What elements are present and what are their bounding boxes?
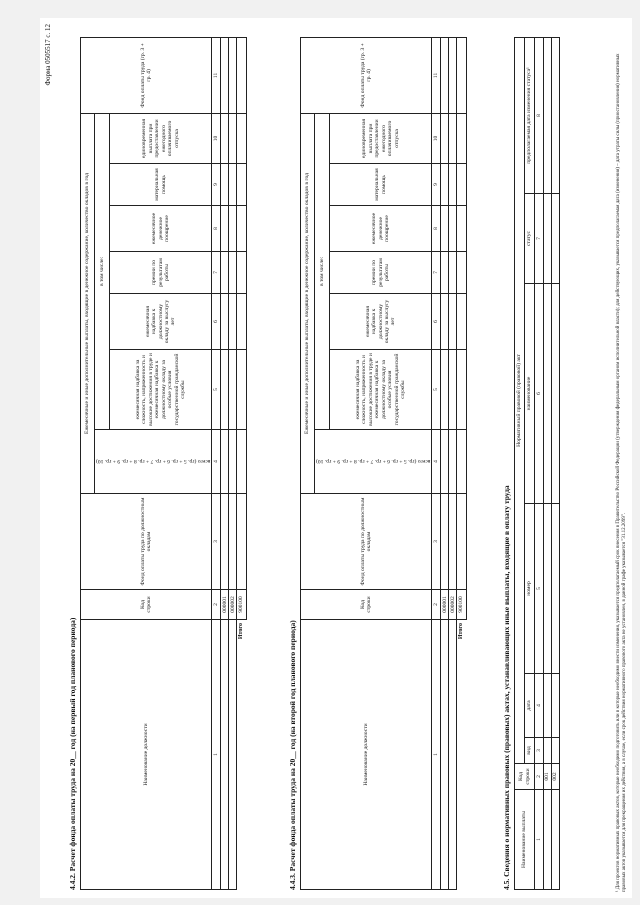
cell[interactable] <box>441 494 449 590</box>
col-number: 4 <box>535 674 544 738</box>
cell[interactable] <box>221 350 229 430</box>
row-code: 000001 <box>221 590 229 620</box>
col-number: 8 <box>432 206 441 252</box>
total-code: 900100 <box>237 590 246 620</box>
col-number: 11 <box>212 37 221 113</box>
cell[interactable] <box>457 494 466 590</box>
total-row <box>457 37 466 889</box>
col-number: 6 <box>535 284 544 504</box>
cell[interactable] <box>441 113 449 163</box>
cell[interactable] <box>441 252 449 294</box>
cell[interactable] <box>441 164 449 206</box>
cell[interactable] <box>237 350 246 430</box>
header-status-date: предполагаемая дата изменения статуса¹ <box>525 37 535 193</box>
header-row-code: Код строки <box>515 764 535 790</box>
cell[interactable] <box>237 206 246 252</box>
header-extra-payments: Ежемесячные и иные дополнительные выплаты, входящие в денежное содержание, количество окладов в год <box>301 113 315 493</box>
col-number: 2 <box>212 590 221 620</box>
header-col-6: ежемесячная надбавка к должностному окладу за выслугу лет <box>330 294 432 350</box>
cell[interactable] <box>237 494 246 590</box>
cell[interactable] <box>229 113 237 163</box>
col-number: 1 <box>432 620 441 890</box>
cell[interactable] <box>457 294 466 350</box>
cell[interactable] <box>229 37 237 113</box>
cell[interactable] <box>229 294 237 350</box>
header-col-5: ежемесячная надбавка за сложность, напряженность и высокие достижения в труде и ежемесячная надбавка к должностному окладу за особые условия государственной гражданской службы <box>330 350 432 430</box>
col-number: 9 <box>212 164 221 206</box>
cell[interactable] <box>237 37 246 113</box>
cell[interactable] <box>237 294 246 350</box>
col-number: 4 <box>212 430 221 494</box>
col-number: 8 <box>535 37 544 193</box>
header-position-name: Наименование должности <box>81 620 212 890</box>
col-number: 8 <box>212 206 221 252</box>
header-salary-fund: Фонд оплаты труда по должностным окладам <box>301 494 432 590</box>
cell[interactable] <box>229 252 237 294</box>
table-442 <box>80 37 247 890</box>
cell[interactable] <box>449 113 457 163</box>
header-including: в том числе: <box>315 113 330 429</box>
col-number: 1 <box>535 790 544 890</box>
table-row <box>544 37 552 889</box>
table-row <box>229 37 237 889</box>
cell[interactable] <box>449 164 457 206</box>
cell[interactable] <box>229 494 237 590</box>
table-443 <box>300 37 467 890</box>
cell[interactable] <box>552 194 560 284</box>
cell[interactable] <box>221 494 229 590</box>
col-number: 4 <box>432 430 441 494</box>
cell[interactable] <box>552 37 560 193</box>
header-kind: вид <box>525 738 535 764</box>
header-salary-fund: Фонд оплаты труда по должностным окладам <box>81 494 212 590</box>
form-code: Форма 0505517 с. 12 <box>44 24 52 86</box>
cell[interactable] <box>221 294 229 350</box>
cell[interactable] <box>457 252 466 294</box>
table-45 <box>514 37 560 890</box>
header-wage-fund: Фонд оплаты труда (гр. 3 + гр. 4) <box>81 37 212 113</box>
col-number: 7 <box>535 194 544 284</box>
header-date: дата <box>525 674 535 738</box>
cell[interactable] <box>552 284 560 504</box>
table-row <box>221 37 229 889</box>
header-col-10: единовременная выплата при предоставлении ежегодного оплачиваемого отпуска <box>330 113 432 163</box>
cell[interactable] <box>552 738 560 764</box>
header-position-name: Наименование должности <box>301 620 432 890</box>
cell[interactable] <box>221 430 229 494</box>
header-col-8: ежемесячное денежное поощрение <box>110 206 212 252</box>
total-row <box>237 37 246 889</box>
header-col-10: единовременная выплата при предоставлении ежегодного оплачиваемого отпуска <box>110 113 212 163</box>
cell[interactable] <box>237 113 246 163</box>
col-number: 11 <box>432 37 441 113</box>
col-number: 2 <box>432 590 441 620</box>
col-number: 5 <box>535 504 544 674</box>
cell[interactable] <box>457 113 466 163</box>
header-col-9: материальная помощь <box>330 164 432 206</box>
row-code: 000001 <box>441 590 449 620</box>
cell[interactable] <box>552 504 560 674</box>
header-col-7: премии по результатам работы <box>110 252 212 294</box>
col-number: 7 <box>432 252 441 294</box>
cell[interactable] <box>457 206 466 252</box>
header-col-7: премии по результатам работы <box>330 252 432 294</box>
cell[interactable] <box>449 37 457 113</box>
header-col-8: ежемесячное денежное поощрение <box>330 206 432 252</box>
col-number: 10 <box>212 113 221 163</box>
footnote: ¹ Для проектов нормативных правовых актов, которые необходимо подготовить или в которые необходимо внести изменения, указывается предполагаемый срок внесения в Правительство Российской Федерации (утверждения федеральным органом исполнительной власти); для действующих, указывается предполагаемая дата (изменения) – дата утраты силы (приостановления) нормативных правовых актов указывается для прекращения их действия, а в случае, если срок действия нормативного правового акта не установлен, в данной графе указывается "31.12.2099". <box>615 53 627 892</box>
col-number: 5 <box>432 350 441 430</box>
header-extra-payments: Ежемесячные и иные дополнительные выплаты, входящие в денежное содержание, количество окладов в год <box>81 113 95 493</box>
header-title: наименование <box>525 284 535 504</box>
cell[interactable] <box>449 294 457 350</box>
cell[interactable] <box>229 620 237 890</box>
cell[interactable] <box>221 206 229 252</box>
table-row <box>449 37 457 889</box>
cell[interactable] <box>441 294 449 350</box>
col-number: 2 <box>535 764 544 790</box>
cell[interactable] <box>237 430 246 494</box>
col-number: 5 <box>212 350 221 430</box>
cell[interactable] <box>457 350 466 430</box>
cell[interactable] <box>544 284 552 504</box>
header-col-5: ежемесячная надбавка за сложность, напряженность и высокие достижения в труде и ежемесячная надбавка к должностному окладу за особые условия государственной гражданской службы <box>110 350 212 430</box>
cell[interactable] <box>544 37 552 193</box>
header-legal-act: Нормативный правовой (правовой) акт <box>515 37 525 763</box>
col-number: 1 <box>212 620 221 890</box>
cell[interactable] <box>221 252 229 294</box>
header-number: номер <box>525 504 535 674</box>
cell[interactable] <box>229 350 237 430</box>
cell[interactable] <box>552 790 560 890</box>
col-number: 7 <box>212 252 221 294</box>
col-number: 6 <box>432 294 441 350</box>
header-row-code: Код строки <box>301 590 432 620</box>
header-wage-fund: Фонд оплаты труда (гр. 3 + гр. 4) <box>301 37 432 113</box>
cell[interactable] <box>449 494 457 590</box>
header-status: статус <box>525 194 535 284</box>
cell[interactable] <box>229 164 237 206</box>
header-total: всего (гр. 5 + гр. 6 + гр. 7 + гр. 8 + гр. 9 + гр. 10) <box>315 430 432 494</box>
table-row <box>552 37 560 889</box>
cell[interactable] <box>449 206 457 252</box>
cell[interactable] <box>441 37 449 113</box>
row-code: 000002 <box>449 590 457 620</box>
cell[interactable] <box>544 674 552 738</box>
row-code: 000002 <box>229 590 237 620</box>
cell[interactable] <box>457 430 466 494</box>
cell[interactable] <box>221 620 229 890</box>
section-45-title: 4.5. Сведения о нормативных правовых (правовых) актах, устанавливающих иные выплаты, входящие в оплату труда <box>502 485 511 890</box>
cell[interactable] <box>441 350 449 430</box>
col-number: 9 <box>432 164 441 206</box>
col-number: 3 <box>212 494 221 590</box>
total-code: 900100 <box>457 590 466 620</box>
cell[interactable] <box>544 738 552 764</box>
cell[interactable] <box>237 252 246 294</box>
cell[interactable] <box>229 430 237 494</box>
cell[interactable] <box>449 620 457 890</box>
header-total: всего (гр. 5 + гр. 6 + гр. 7 + гр. 8 + гр. 9 + гр. 10) <box>95 430 212 494</box>
section-443-title: 4.4.3. Расчет фонда оплаты труда на 20__ год (на второй год планового периода) <box>288 620 297 890</box>
header-payment-name: Наименование выплаты <box>515 790 535 890</box>
cell[interactable] <box>457 164 466 206</box>
table-row <box>441 37 449 889</box>
col-number: 10 <box>432 113 441 163</box>
cell[interactable] <box>441 206 449 252</box>
cell[interactable] <box>449 252 457 294</box>
cell[interactable] <box>221 164 229 206</box>
cell[interactable] <box>457 37 466 113</box>
cell[interactable] <box>441 620 449 890</box>
cell[interactable] <box>552 674 560 738</box>
cell[interactable] <box>229 206 237 252</box>
col-number: 3 <box>432 494 441 590</box>
col-number: 6 <box>212 294 221 350</box>
col-number: 3 <box>535 738 544 764</box>
row-code: 002 <box>552 764 560 790</box>
row-code: 001 <box>544 764 552 790</box>
header-row-code: Код строки <box>81 590 212 620</box>
cell[interactable] <box>237 164 246 206</box>
total-label: Итого <box>238 623 245 640</box>
cell[interactable] <box>449 350 457 430</box>
header-col-6: ежемесячная надбавка к должностному окладу за выслугу лет <box>110 294 212 350</box>
header-including: в том числе: <box>95 113 110 429</box>
cell[interactable] <box>544 790 552 890</box>
section-442-title: 4.4.2. Расчет фонда оплаты труда на 20__ год (на первый год планового периода) <box>68 617 77 890</box>
header-col-9: материальная помощь <box>110 164 212 206</box>
cell[interactable] <box>544 194 552 284</box>
cell[interactable] <box>221 113 229 163</box>
cell[interactable] <box>221 37 229 113</box>
cell[interactable] <box>544 504 552 674</box>
cell[interactable] <box>441 430 449 494</box>
cell[interactable] <box>449 430 457 494</box>
total-label: Итого <box>458 623 465 640</box>
rotated-form-content <box>40 18 632 898</box>
